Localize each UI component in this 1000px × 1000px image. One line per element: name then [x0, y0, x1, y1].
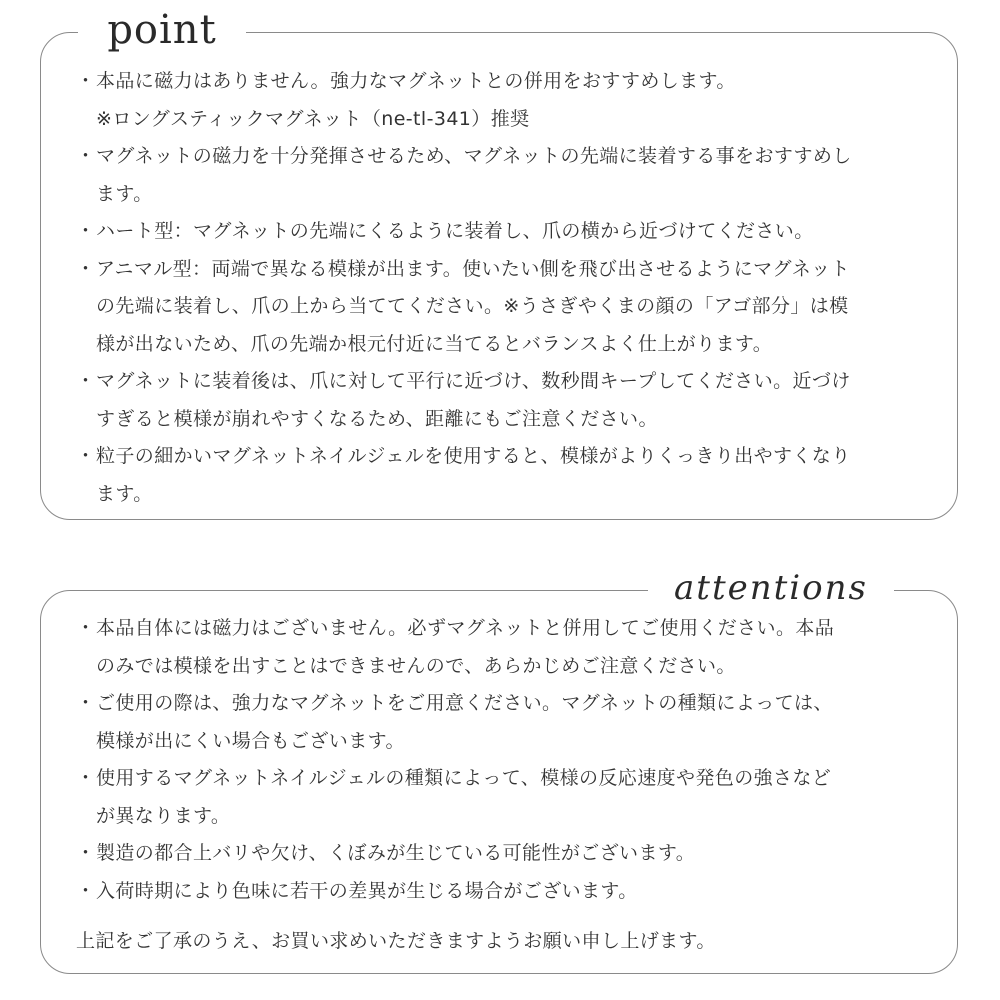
point-item-6 — [76, 438, 936, 513]
point-item-3 — [76, 213, 936, 251]
point-list — [76, 63, 936, 513]
point-item-text: ハート型：マグネットの先端にくるように装着し、爪の横から近づけてください。 — [96, 220, 814, 242]
attentions-item-text: 使用するマグネットネイルジェルの種類によって、模様の反応速度や発色の強さなど が異なります。 — [96, 767, 832, 827]
point-item-text: マグネットに装着後は、爪に対して平行に近づけ、数秒間キープしてください。近づけ すぎると模様が崩れやすくなるため、距離にもご注意ください。 — [96, 370, 851, 430]
attentions-item-text: 製造の都合上バリや欠け、くぼみが生じている可能性がございます。 — [96, 842, 696, 864]
bullet: ・ — [76, 692, 96, 714]
attentions-item-4 — [76, 835, 936, 873]
bullet: ・ — [76, 879, 96, 902]
bullet: ・ — [76, 370, 96, 392]
attentions-list — [76, 610, 936, 910]
point-item-4 — [76, 251, 936, 364]
closing-note: 上記をご了承のうえ、お買い求めいただきますようお願い申し上げます。 — [76, 930, 716, 952]
point-item-text: マグネットの磁力を十分発揮させるため、マグネットの先端に装着する事をおすすめし ます。 — [96, 145, 852, 205]
attentions-item-text: ご使用の際は、強力なマグネットをご用意ください。マグネットの種類によっては、 模様が出にくい場合もございます。 — [96, 692, 833, 752]
point-heading-text: point — [107, 7, 217, 53]
point-item-text: 粒子の細かいマグネットネイルジェルを使用すると、模様がよりくっきり出やすくなり ます。 — [96, 445, 851, 505]
bullet: ・ — [76, 70, 96, 92]
bullet: ・ — [76, 445, 96, 467]
bullet: ・ — [76, 145, 96, 167]
point-item-text: 本品に磁力はありません。強力なマグネットとの併用をおすすめします。 ※ロングスティックマグネット（ne-tl-341）推奨 — [96, 70, 736, 130]
bullet: ・ — [76, 220, 96, 242]
bullet: ・ — [76, 767, 96, 789]
bullet: ・ — [76, 842, 96, 864]
attentions-item-1 — [76, 610, 936, 685]
point-item-1 — [76, 63, 936, 138]
bullet: ・ — [76, 257, 96, 280]
point-item-5 — [76, 363, 936, 438]
point-item-text: アニマル型：両端で異なる模様が出ます。使いたい側を飛び出させるようにマグネット の先端に装着し、爪の上から当ててください。※うさぎやくまの顔の「アゴ部分」は模 様が出ないため、爪の先端か根元付近に当てるとバランスよく仕上がります。 — [96, 257, 850, 355]
attentions-item-5 — [76, 873, 936, 911]
point-heading — [78, 8, 246, 52]
attentions-item-3 — [76, 760, 936, 835]
point-item-2 — [76, 138, 936, 213]
attentions-item-text: 入荷時期により色味に若干の差異が生じる場合がございます。 — [96, 879, 638, 902]
attentions-item-2 — [76, 685, 936, 760]
attentions-heading-text: attentions — [674, 568, 868, 608]
attentions-heading — [648, 568, 894, 608]
attentions-item-text: 本品自体には磁力はございません。必ずマグネットと併用してご使用ください。本品 のみでは模様を出すことはできませんので、あらかじめご注意ください。 — [96, 617, 835, 677]
bullet: ・ — [76, 617, 96, 639]
